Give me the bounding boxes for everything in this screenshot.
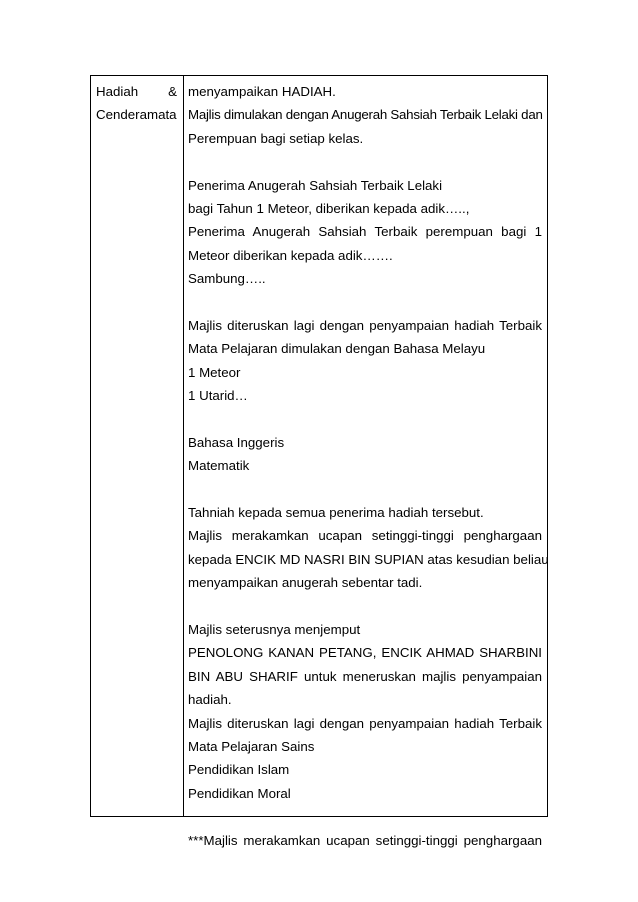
text-line: Sambung….. xyxy=(188,271,266,287)
text-line: ***Majlis merakamkan ucapan setinggi-tinggi penghargaan xyxy=(188,832,542,848)
column-divider xyxy=(183,76,184,816)
text-line: BIN ABU SHARIF untuk meneruskan majlis penyampaian xyxy=(188,668,542,684)
item-label-row xyxy=(96,80,177,103)
item-label-ampersand: & xyxy=(168,84,177,99)
blank-line xyxy=(188,805,542,828)
text-line: 1 Utarid… xyxy=(188,388,248,404)
item-description-cell xyxy=(188,80,549,852)
item-label-word-1: Hadiah xyxy=(96,84,139,99)
text-line: kepada ENCIK MD NASRI BIN SUPIAN atas kesudian beliau xyxy=(188,551,549,567)
blank-line xyxy=(188,150,542,173)
text-line: Mata Pelajaran Sains xyxy=(188,738,315,754)
text-line: Bahasa Inggeris xyxy=(188,434,285,450)
text-line: Penerima Anugerah Sahsiah Terbaik perempuan bagi 1 xyxy=(188,224,542,240)
text-line: Pendidikan Moral xyxy=(188,785,291,801)
blank-line xyxy=(188,407,542,430)
text-line: PENOLONG KANAN PETANG, ENCIK AHMAD SHARBINI xyxy=(188,645,542,661)
text-line: Meteor diberikan kepada adik……. xyxy=(188,247,393,263)
text-line: Perempuan bagi setiap kelas. xyxy=(188,130,364,146)
text-line: menyampaikan anugerah sebentar tadi. xyxy=(188,575,423,591)
blank-line xyxy=(188,478,542,501)
text-line: Majlis diteruskan lagi dengan penyampaian hadiah Terbaik xyxy=(188,715,542,731)
text-line: Majlis dimulakan dengan Anugerah Sahsiah Terbaik Lelaki dan xyxy=(188,107,543,123)
item-label-word-2: Cenderamata xyxy=(96,107,177,123)
blank-line xyxy=(188,291,542,314)
text-line: Mata Pelajaran dimulakan dengan Bahasa Melayu xyxy=(188,341,486,357)
text-line: bagi Tahun 1 Meteor, diberikan kepada adik….., xyxy=(188,200,470,216)
text-line: Majlis diteruskan lagi dengan penyampaian hadiah Terbaik xyxy=(188,317,542,333)
text-line: Matematik xyxy=(188,458,250,474)
program-table xyxy=(90,75,549,848)
text-line: hadiah. xyxy=(188,692,232,708)
text-line: Penerima Anugerah Sahsiah Terbaik Lelaki xyxy=(188,177,443,193)
text-line: 1 Meteor xyxy=(188,364,241,380)
text-line: menyampaikan HADIAH. xyxy=(188,84,336,99)
text-line: Majlis seterusnya menjemput xyxy=(188,621,361,637)
text-line: Tahniah kepada semua penerima hadiah tersebut. xyxy=(188,505,484,521)
text-line: Pendidikan Islam xyxy=(188,762,290,778)
item-label-cell xyxy=(96,80,177,127)
text-line: Majlis merakamkan ucapan setinggi-tinggi penghargaan xyxy=(188,528,542,544)
blank-line xyxy=(188,595,542,618)
